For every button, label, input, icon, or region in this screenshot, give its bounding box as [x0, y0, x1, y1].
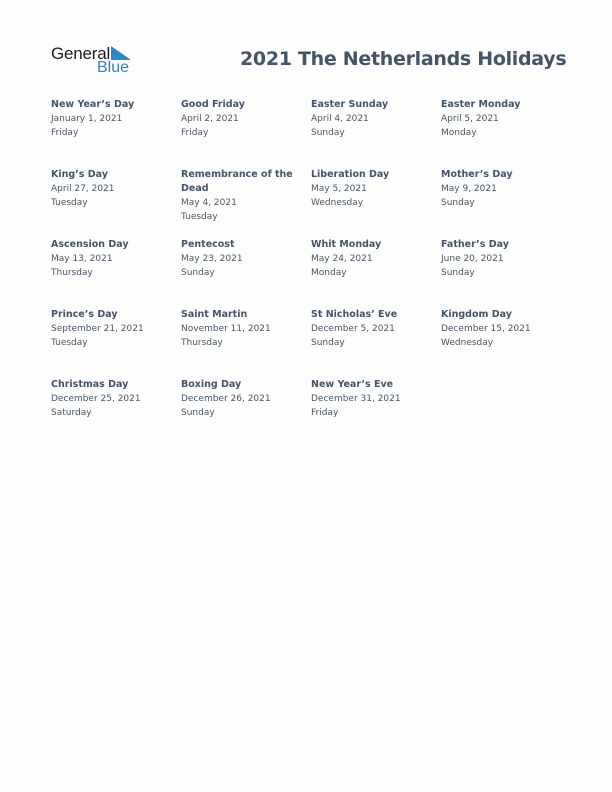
holiday-date: January 1, 2021	[51, 114, 123, 124]
holiday-item	[181, 378, 311, 448]
holiday-date: April 27, 2021	[51, 184, 115, 194]
holiday-weekday: Sunday	[181, 408, 215, 418]
holiday-item	[181, 168, 311, 238]
holiday-item	[311, 98, 441, 168]
holiday-name: Liberation Day	[311, 169, 390, 180]
holiday-name: Ascension Day	[51, 239, 129, 250]
holiday-item	[311, 238, 441, 308]
holiday-name: Whit Monday	[311, 239, 382, 250]
holiday-weekday: Tuesday	[181, 212, 218, 222]
holiday-date: May 9, 2021	[441, 184, 497, 194]
holiday-weekday: Tuesday	[51, 198, 88, 208]
holiday-weekday: Sunday	[441, 268, 475, 278]
holiday-item	[181, 308, 311, 378]
holiday-date: December 15, 2021	[441, 324, 531, 334]
holiday-weekday: Wednesday	[441, 338, 494, 348]
holiday-weekday: Sunday	[441, 198, 475, 208]
holiday-item	[441, 238, 571, 308]
holiday-date: December 31, 2021	[311, 394, 401, 404]
holiday-item	[441, 98, 571, 168]
holiday-item	[441, 308, 571, 378]
holiday-date: June 20, 2021	[441, 254, 504, 264]
holiday-weekday: Tuesday	[51, 338, 88, 348]
holiday-name: New Year’s Eve	[311, 379, 394, 390]
holiday-item	[311, 168, 441, 238]
holiday-name: King’s Day	[51, 169, 108, 180]
holiday-name: Father’s Day	[441, 239, 509, 250]
holiday-date: November 11, 2021	[181, 324, 271, 334]
holiday-name: Mother’s Day	[441, 169, 513, 180]
holiday-weekday: Friday	[311, 408, 339, 418]
holiday-item	[181, 238, 311, 308]
holiday-weekday: Saturday	[51, 408, 92, 418]
holiday-date: December 5, 2021	[311, 324, 395, 334]
holiday-weekday: Sunday	[311, 338, 345, 348]
holiday-name: Christmas Day	[51, 379, 129, 390]
page-title: 2021 The Netherlands Holidays	[240, 48, 567, 70]
holiday-date: May 4, 2021	[181, 198, 237, 208]
holiday-date: September 21, 2021	[51, 324, 144, 334]
holiday-date: April 4, 2021	[311, 114, 369, 124]
holiday-weekday: Sunday	[311, 128, 345, 138]
holiday-weekday: Thursday	[51, 268, 93, 278]
holiday-date: April 2, 2021	[181, 114, 239, 124]
holiday-item	[311, 308, 441, 378]
holiday-weekday: Wednesday	[311, 198, 364, 208]
logo-text-general: General	[51, 44, 111, 63]
holiday-item	[51, 308, 181, 378]
holiday-name: Saint Martin	[181, 309, 248, 320]
holiday-name: Prince’s Day	[51, 309, 118, 320]
logo-triangle-icon	[111, 46, 131, 60]
holiday-name: Good Friday	[181, 99, 245, 110]
holiday-item	[51, 238, 181, 308]
holiday-date: May 24, 2021	[311, 254, 373, 264]
holiday-date: April 5, 2021	[441, 114, 499, 124]
holiday-item	[51, 168, 181, 238]
holiday-name: Remembrance of the Dead	[181, 169, 293, 194]
holiday-name: St Nicholas’ Eve	[311, 309, 398, 320]
holiday-date: May 13, 2021	[51, 254, 113, 264]
holiday-name: New Year’s Day	[51, 99, 135, 110]
holiday-weekday: Monday	[441, 128, 477, 138]
holiday-item	[181, 98, 311, 168]
holiday-name: Boxing Day	[181, 379, 242, 390]
holiday-item	[441, 168, 571, 238]
generalblue-logo	[51, 44, 141, 78]
holiday-item	[311, 378, 441, 448]
holiday-item	[51, 98, 181, 168]
holiday-name: Kingdom Day	[441, 309, 512, 320]
holiday-grid	[51, 98, 571, 448]
holiday-name: Easter Monday	[441, 99, 521, 110]
holiday-weekday: Sunday	[181, 268, 215, 278]
logo-text-blue: Blue	[97, 59, 130, 76]
holiday-date: December 25, 2021	[51, 394, 141, 404]
holiday-weekday: Monday	[311, 268, 347, 278]
holiday-name: Easter Sunday	[311, 99, 389, 110]
holiday-date: December 26, 2021	[181, 394, 271, 404]
holiday-weekday: Thursday	[181, 338, 223, 348]
holiday-date: May 23, 2021	[181, 254, 243, 264]
holiday-name: Pentecost	[181, 239, 235, 250]
holiday-weekday: Friday	[181, 128, 209, 138]
holiday-date: May 5, 2021	[311, 184, 367, 194]
holiday-item	[51, 378, 181, 448]
holiday-weekday: Friday	[51, 128, 79, 138]
